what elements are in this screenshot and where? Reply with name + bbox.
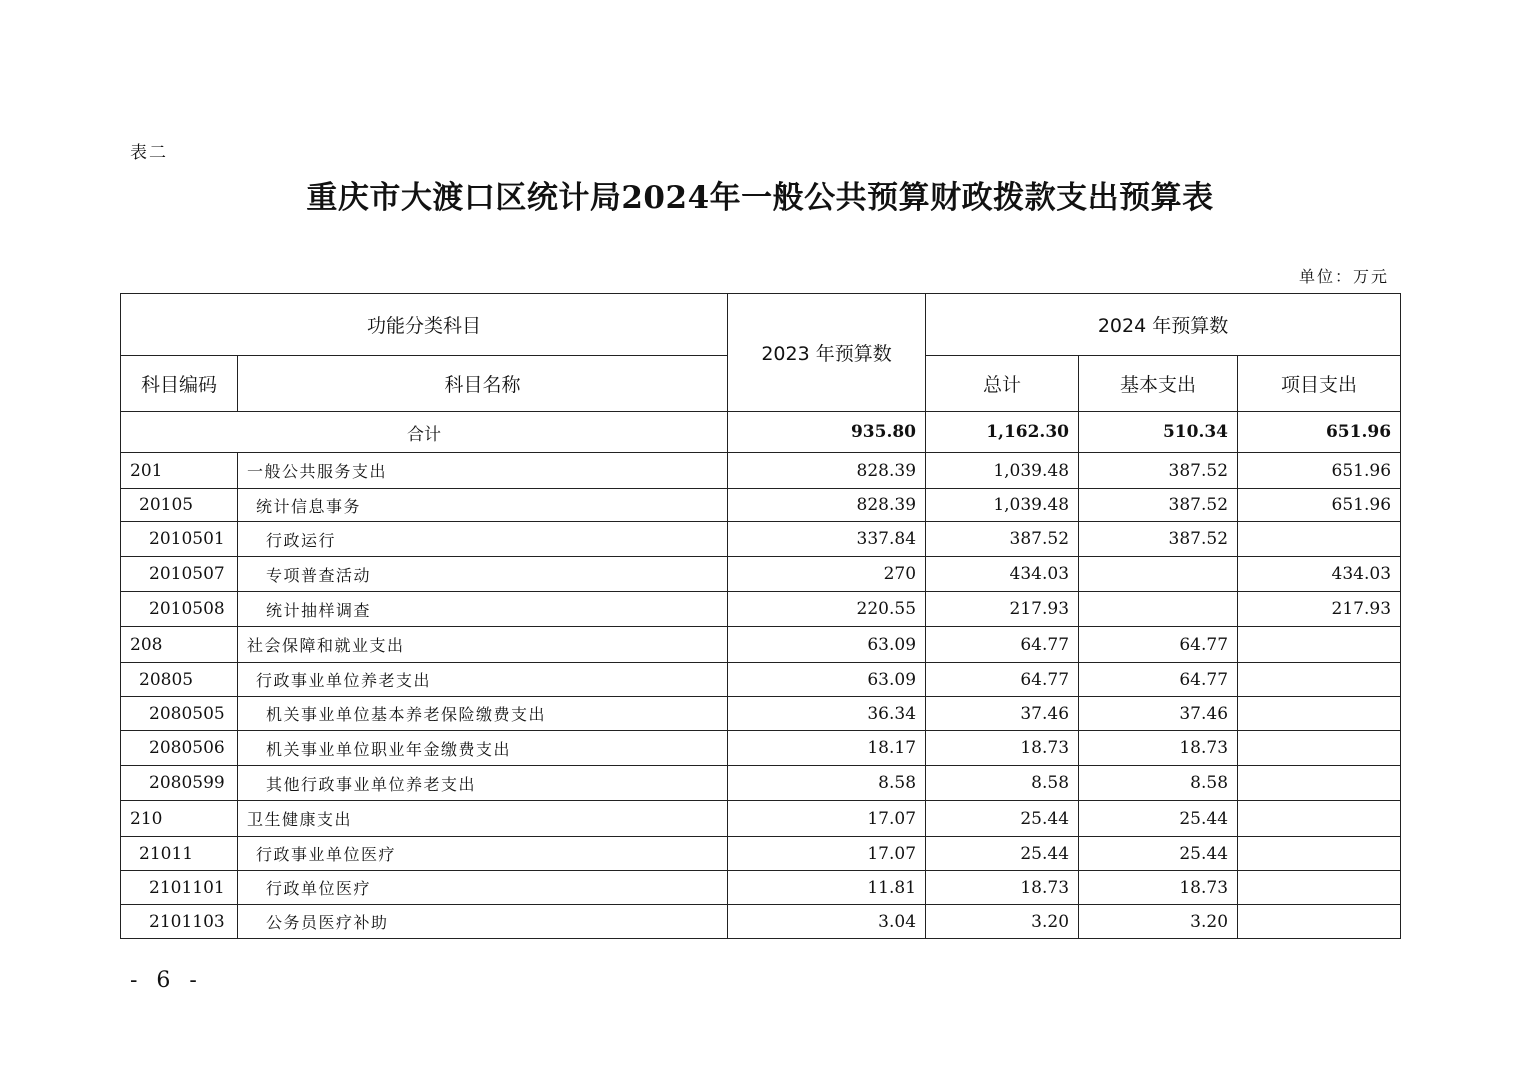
code-cell: 2080506 bbox=[121, 731, 238, 766]
project-cell bbox=[1238, 905, 1401, 939]
table-row bbox=[121, 871, 1401, 905]
code-cell: 210 bbox=[121, 801, 238, 837]
budget-2023-cell: 36.34 bbox=[728, 697, 926, 731]
code-cell: 201 bbox=[121, 453, 238, 489]
name-cell: 一般公共服务支出 bbox=[238, 453, 728, 489]
project-cell bbox=[1238, 663, 1401, 697]
table-row bbox=[121, 592, 1401, 627]
total-cell: 25.44 bbox=[926, 837, 1079, 871]
code-cell: 20805 bbox=[121, 663, 238, 697]
table-label: 表二 bbox=[130, 143, 168, 163]
name-cell: 行政事业单位养老支出 bbox=[238, 663, 728, 697]
project-cell: 651.96 bbox=[1238, 453, 1401, 489]
project-cell bbox=[1238, 697, 1401, 731]
name-cell: 统计信息事务 bbox=[238, 489, 728, 522]
header-code: 科目编码 bbox=[121, 356, 238, 412]
total-row bbox=[121, 412, 1401, 453]
header-total: 总计 bbox=[926, 356, 1079, 412]
basic-cell: 387.52 bbox=[1079, 489, 1238, 522]
basic-cell: 387.52 bbox=[1079, 522, 1238, 557]
project-cell bbox=[1238, 522, 1401, 557]
budget-2023-cell: 8.58 bbox=[728, 766, 926, 801]
page-title: 重庆市大渡口区统计局2024年一般公共预算财政拨款支出预算表 bbox=[306, 180, 1214, 216]
table-row bbox=[121, 453, 1401, 489]
code-cell: 2101103 bbox=[121, 905, 238, 939]
basic-cell: 3.20 bbox=[1079, 905, 1238, 939]
project-cell: 217.93 bbox=[1238, 592, 1401, 627]
budget-2023-cell: 11.81 bbox=[728, 871, 926, 905]
name-cell: 卫生健康支出 bbox=[238, 801, 728, 837]
total-cell: 64.77 bbox=[926, 627, 1079, 663]
project-cell bbox=[1238, 801, 1401, 837]
basic-cell: 64.77 bbox=[1079, 627, 1238, 663]
header-name: 科目名称 bbox=[238, 356, 728, 412]
basic-cell bbox=[1079, 557, 1238, 592]
header-basic: 基本支出 bbox=[1079, 356, 1238, 412]
header-budget-2024: 2024 年预算数 bbox=[926, 294, 1401, 356]
code-cell: 20105 bbox=[121, 489, 238, 522]
name-cell: 其他行政事业单位养老支出 bbox=[238, 766, 728, 801]
basic-cell: 37.46 bbox=[1079, 697, 1238, 731]
table-row bbox=[121, 627, 1401, 663]
project-cell: 434.03 bbox=[1238, 557, 1401, 592]
table-row bbox=[121, 489, 1401, 522]
name-cell: 统计抽样调查 bbox=[238, 592, 728, 627]
name-cell: 行政运行 bbox=[238, 522, 728, 557]
code-cell: 2010501 bbox=[121, 522, 238, 557]
budget-2023-cell: 220.55 bbox=[728, 592, 926, 627]
basic-cell bbox=[1079, 592, 1238, 627]
page-number: - 6 - bbox=[130, 968, 203, 993]
header-project: 项目支出 bbox=[1238, 356, 1401, 412]
project-cell bbox=[1238, 766, 1401, 801]
total-cell: 64.77 bbox=[926, 663, 1079, 697]
name-cell: 公务员医疗补助 bbox=[238, 905, 728, 939]
table-row bbox=[121, 766, 1401, 801]
budget-2023-cell: 17.07 bbox=[728, 801, 926, 837]
code-cell: 2101101 bbox=[121, 871, 238, 905]
name-cell: 社会保障和就业支出 bbox=[238, 627, 728, 663]
table-row bbox=[121, 697, 1401, 731]
name-cell: 专项普查活动 bbox=[238, 557, 728, 592]
total-cell: 18.73 bbox=[926, 871, 1079, 905]
table-row bbox=[121, 663, 1401, 697]
total-project: 651.96 bbox=[1238, 412, 1401, 453]
budget-2023-cell: 17.07 bbox=[728, 837, 926, 871]
code-cell: 2010507 bbox=[121, 557, 238, 592]
budget-2023-cell: 828.39 bbox=[728, 453, 926, 489]
basic-cell: 387.52 bbox=[1079, 453, 1238, 489]
basic-cell: 8.58 bbox=[1079, 766, 1238, 801]
total-b2023: 935.80 bbox=[728, 412, 926, 453]
name-cell: 行政事业单位医疗 bbox=[238, 837, 728, 871]
unit-label: 单位：万元 bbox=[1298, 267, 1389, 286]
basic-cell: 18.73 bbox=[1079, 871, 1238, 905]
budget-2023-cell: 270 bbox=[728, 557, 926, 592]
code-cell: 2010508 bbox=[121, 592, 238, 627]
project-cell bbox=[1238, 837, 1401, 871]
total-cell: 3.20 bbox=[926, 905, 1079, 939]
total-cell: 8.58 bbox=[926, 766, 1079, 801]
name-cell: 行政单位医疗 bbox=[238, 871, 728, 905]
budget-2023-cell: 3.04 bbox=[728, 905, 926, 939]
code-cell: 2080599 bbox=[121, 766, 238, 801]
table-row bbox=[121, 557, 1401, 592]
name-cell: 机关事业单位职业年金缴费支出 bbox=[238, 731, 728, 766]
code-cell: 2080505 bbox=[121, 697, 238, 731]
total-total: 1,162.30 bbox=[926, 412, 1079, 453]
total-cell: 1,039.48 bbox=[926, 453, 1079, 489]
budget-2023-cell: 63.09 bbox=[728, 627, 926, 663]
table-row bbox=[121, 522, 1401, 557]
project-cell bbox=[1238, 627, 1401, 663]
budget-2023-cell: 18.17 bbox=[728, 731, 926, 766]
code-cell: 208 bbox=[121, 627, 238, 663]
total-basic: 510.34 bbox=[1079, 412, 1238, 453]
table-row bbox=[121, 905, 1401, 939]
code-cell: 21011 bbox=[121, 837, 238, 871]
total-cell: 25.44 bbox=[926, 801, 1079, 837]
budget-2023-cell: 63.09 bbox=[728, 663, 926, 697]
project-cell bbox=[1238, 871, 1401, 905]
header-function-group: 功能分类科目 bbox=[121, 294, 728, 356]
total-cell: 37.46 bbox=[926, 697, 1079, 731]
name-cell: 机关事业单位基本养老保险缴费支出 bbox=[238, 697, 728, 731]
budget-2023-cell: 828.39 bbox=[728, 489, 926, 522]
total-label: 合计 bbox=[121, 412, 728, 453]
total-cell: 217.93 bbox=[926, 592, 1079, 627]
project-cell bbox=[1238, 731, 1401, 766]
total-cell: 387.52 bbox=[926, 522, 1079, 557]
basic-cell: 18.73 bbox=[1079, 731, 1238, 766]
total-cell: 18.73 bbox=[926, 731, 1079, 766]
table-row bbox=[121, 801, 1401, 837]
table-row bbox=[121, 731, 1401, 766]
total-cell: 1,039.48 bbox=[926, 489, 1079, 522]
budget-2023-cell: 337.84 bbox=[728, 522, 926, 557]
budget-table bbox=[120, 293, 1401, 939]
basic-cell: 25.44 bbox=[1079, 837, 1238, 871]
table-row bbox=[121, 837, 1401, 871]
total-cell: 434.03 bbox=[926, 557, 1079, 592]
basic-cell: 25.44 bbox=[1079, 801, 1238, 837]
project-cell: 651.96 bbox=[1238, 489, 1401, 522]
header-budget-2023: 2023 年预算数 bbox=[728, 294, 926, 412]
basic-cell: 64.77 bbox=[1079, 663, 1238, 697]
